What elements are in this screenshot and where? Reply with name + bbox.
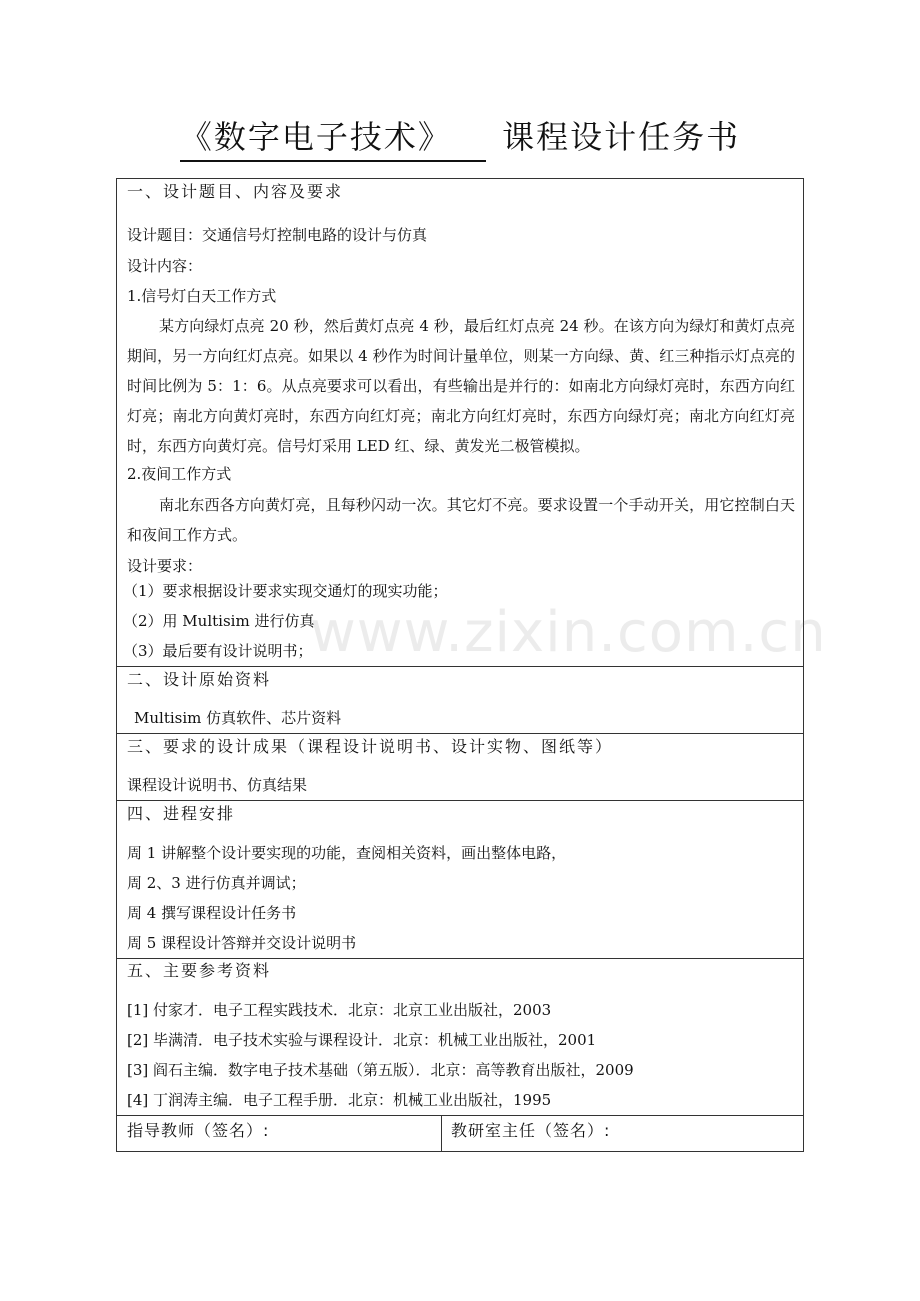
schedule-item: 周 2、3 进行仿真并调试； [127, 874, 306, 892]
day-mode-text: 某方向绿灯点亮 20 秒，然后黄灯点亮 4 秒，最后红灯点亮 24 秒。在该方向为绿灯和黄灯点亮期间，另一方向红灯点亮。如果以 4 秒作为时间计量单位，则某一方向绿、黄、红三种指示灯点亮的时间比例为 5：1：6。从点亮要求可以看出，有些输出是并行的：如南北方向绿灯亮时，东西方向红灯亮；南北方向黄灯亮时，东西方向红灯亮；南北方向红灯亮时，东西方向绿灯亮；南北方向红灯亮时，东西方向黄灯亮。信号灯采用 LED 红、绿、黄发光二极管模拟。 [127, 317, 795, 455]
section-1-heading: 一、设计题目、内容及要求 [127, 182, 344, 201]
document-title [0, 112, 920, 162]
reference-item: [1] 付家才．电子工程实践技术．北京：北京工业出版社，2003 [127, 1001, 552, 1019]
title-suffix: 课程设计任务书 [502, 118, 741, 156]
task-table [116, 178, 804, 1152]
design-deliverables: 课程设计说明书、仿真结果 [127, 776, 308, 794]
section-5-heading: 五、主要参考资料 [127, 961, 272, 980]
requirement-item: （3）最后要有设计说明书； [123, 642, 313, 660]
course-name: 《数字电子技术》 [180, 112, 486, 162]
reference-item: [3] 阎石主编．数字电子技术基础（第五版）．北京：高等教育出版社，2009 [127, 1061, 634, 1079]
design-content-label: 设计内容： [127, 257, 203, 275]
row-divider [117, 800, 803, 801]
director-signature-label: 教研室主任（签名）: [451, 1121, 611, 1140]
section-4-heading: 四、进程安排 [127, 804, 236, 823]
day-mode-heading: 1.信号灯白天工作方式 [127, 287, 277, 305]
reference-item: [4] 丁润涛主编．电子工程手册．北京：机械工业出版社，1995 [127, 1091, 552, 1109]
section-2-heading: 二、设计原始资料 [127, 670, 272, 689]
watermark: www.zixin.com.cn [310, 600, 827, 665]
original-materials: Multisim 仿真软件、芯片资料 [134, 709, 342, 727]
design-topic: 设计题目：交通信号灯控制电路的设计与仿真 [127, 226, 428, 244]
section-3-heading: 三、要求的设计成果（课程设计说明书、设计实物、图纸等） [127, 737, 614, 756]
night-mode-text: 南北东西各方向黄灯亮，且每秒闪动一次。其它灯不亮。要求设置一个手动开关，用它控制白天和夜间工作方式。 [127, 496, 795, 544]
schedule-item: 周 1 讲解整个设计要实现的功能，查阅相关资料，画出整体电路， [127, 844, 567, 862]
advisor-signature-label: 指导教师（签名）: [127, 1121, 270, 1140]
night-mode-heading: 2.夜间工作方式 [127, 465, 232, 483]
row-divider [117, 666, 803, 667]
row-divider [117, 1115, 803, 1116]
signature-column-divider [441, 1115, 442, 1152]
schedule-item: 周 4 撰写课程设计任务书 [127, 904, 297, 922]
requirement-item: （2）用 Multisim 进行仿真 [123, 612, 315, 630]
schedule-item: 周 5 课程设计答辩并交设计说明书 [127, 934, 357, 952]
row-divider [117, 958, 803, 959]
row-divider [117, 733, 803, 734]
design-requirements-label: 设计要求： [127, 557, 203, 575]
requirement-item: （1）要求根据设计要求实现交通灯的现实功能； [123, 582, 448, 600]
reference-item: [2] 毕满清．电子技术实验与课程设计．北京：机械工业出版社，2001 [127, 1031, 597, 1049]
